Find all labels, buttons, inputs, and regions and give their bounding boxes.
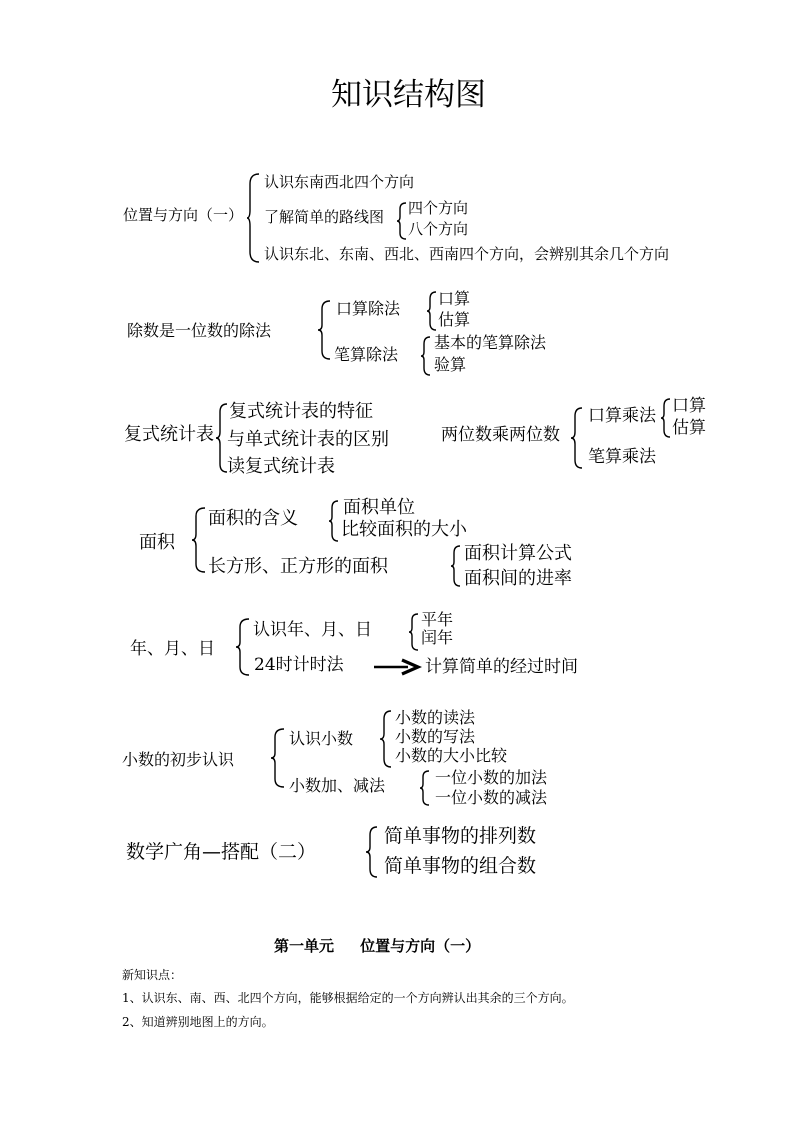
node-branch: 认识小数: [289, 729, 354, 748]
node-branch: 简单事物的排列数: [384, 825, 537, 847]
node-root: 面积: [139, 532, 175, 553]
node-branch: 面积的含义: [208, 508, 298, 529]
brace-icon: [397, 202, 407, 240]
brace-icon: [427, 291, 437, 331]
node-branch: 笔算除法: [334, 345, 399, 364]
node-branch: 长方形、正方形的面积: [208, 556, 388, 577]
brace-icon: [192, 506, 206, 574]
brace-icon: [329, 500, 339, 542]
node-leaf: 平年: [421, 610, 454, 629]
node-root: 两位数乘两位数: [441, 425, 560, 445]
node-branch: 24时计时法: [254, 655, 344, 675]
node-leaf: 基本的笔算除法: [434, 333, 547, 352]
page-title: 知识结构图: [331, 77, 486, 113]
brace-icon: [661, 398, 671, 438]
node-leaf: 一位小数的加法: [435, 768, 548, 787]
brace-icon: [380, 710, 392, 768]
node-branch: 口算除法: [336, 299, 401, 318]
node-leaf: 验算: [434, 355, 467, 374]
brace-icon: [421, 336, 431, 376]
node-leaf: 一位小数的减法: [435, 788, 548, 807]
node-leaf: 八个方向: [408, 220, 469, 238]
node-leaf: 计算简单的经过时间: [425, 657, 578, 677]
node-leaf: 口算: [438, 289, 471, 308]
node-branch: 小数加、减法: [289, 776, 386, 795]
note-item: 1、认识东、南、西、北四个方向，能够根据给定的一个方向辨认出其余的三个方向。: [122, 991, 574, 1005]
long-right-arrow-icon: [372, 658, 422, 676]
brace-icon: [271, 727, 285, 789]
node-branch: 了解简单的路线图: [264, 208, 385, 226]
brace-icon: [571, 406, 583, 470]
node-leaf: 口算: [672, 396, 706, 416]
brace-icon: [409, 613, 419, 651]
node-branch: 读复式统计表: [227, 456, 335, 477]
node-leaf: 小数的写法: [395, 727, 476, 746]
notes-label: 新知识点：: [122, 968, 183, 982]
node-root: 位置与方向（一）: [123, 206, 244, 224]
note-item: 2、知道辨别地图上的方向。: [122, 1015, 274, 1029]
node-leaf: 面积单位: [343, 497, 415, 518]
section-heading: 第一单元 位置与方向（一）: [274, 937, 481, 955]
node-branch: 认识东南西北四个方向: [264, 173, 415, 191]
node-branch: 复式统计表的特征: [229, 401, 373, 422]
node-root: 数学广角—搭配（二）: [126, 841, 317, 863]
brace-icon: [451, 545, 461, 587]
node-leaf: 比较面积的大小: [341, 519, 467, 540]
node-root: 除数是一位数的除法: [127, 321, 272, 340]
node-root: 小数的初步认识: [122, 750, 235, 769]
node-leaf: 估算: [672, 418, 706, 438]
node-branch: 与单式统计表的区别: [227, 429, 389, 450]
node-branch: 笔算乘法: [588, 447, 656, 467]
node-leaf: 小数的大小比较: [395, 746, 508, 765]
node-leaf: 面积间的进率: [464, 568, 572, 589]
node-leaf: 闰年: [421, 628, 454, 647]
node-leaf: 面积计算公式: [464, 543, 572, 564]
node-branch: 简单事物的组合数: [384, 855, 537, 877]
brace-icon: [247, 172, 261, 264]
brace-icon: [420, 770, 430, 806]
node-branch: 认识东北、东南、西北、西南四个方向，会辨别其余几个方向: [264, 245, 670, 263]
brace-icon: [236, 617, 250, 677]
node-branch: 口算乘法: [588, 406, 656, 426]
node-root: 年、月、日: [130, 639, 215, 659]
brace-icon: [366, 826, 378, 878]
node-root: 复式统计表: [124, 424, 214, 445]
node-leaf: 四个方向: [408, 199, 469, 217]
brace-icon: [318, 299, 332, 361]
node-leaf: 小数的读法: [395, 708, 476, 727]
node-branch: 认识年、月、日: [253, 620, 372, 640]
node-leaf: 估算: [438, 310, 471, 329]
